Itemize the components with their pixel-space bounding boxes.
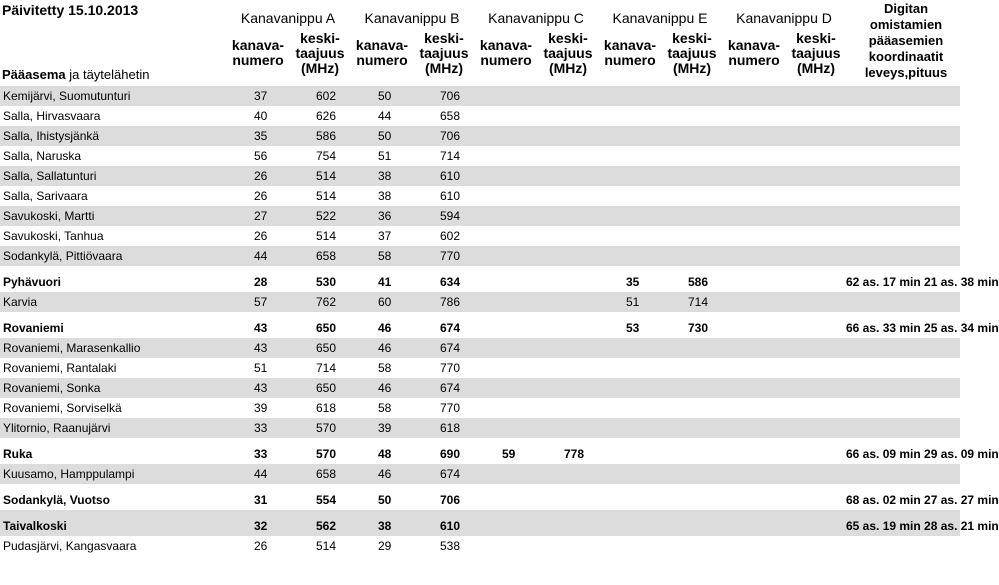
freq-e — [660, 438, 722, 464]
freq-c — [536, 536, 598, 556]
freq-c — [536, 186, 598, 206]
channel-a: 32 — [226, 510, 288, 536]
station-name: Pudasjärvi, Kangasvaara — [3, 539, 137, 553]
freq-e — [660, 126, 722, 146]
table-row — [0, 338, 960, 358]
freq-c — [536, 226, 598, 246]
channel-b: 46 — [378, 321, 392, 335]
station-name: Sodankylä, Pittiövaara — [0, 246, 226, 266]
freq-a: 658 — [288, 464, 350, 484]
freq-c — [536, 266, 598, 292]
channel-e: 51 — [598, 292, 660, 312]
channel-b: 50 — [350, 126, 412, 146]
channel-b: 46 — [350, 464, 412, 484]
channel-e — [598, 484, 660, 510]
freq-c — [536, 358, 598, 378]
channel-b: 39 — [350, 418, 412, 438]
coordinates — [846, 86, 960, 106]
freq-c — [536, 246, 598, 266]
channel-b: 50 — [378, 493, 392, 507]
station-name: Rovaniemi — [3, 321, 64, 335]
channel-a: 33 — [254, 447, 268, 461]
freq-b: 786 — [412, 292, 474, 312]
freq-a: 514 — [288, 166, 350, 186]
channel-e — [598, 338, 660, 358]
coordinates — [846, 378, 960, 398]
center-frequency-header-b: keski- taajuus (MHz) — [419, 30, 469, 76]
center-frequency-header-d: keski- taajuus (MHz) — [791, 30, 841, 76]
channel-c — [474, 358, 536, 378]
channel-a: 35 — [226, 126, 288, 146]
channel-number-header-e: kanava- numero — [603, 37, 657, 68]
channel-b: 48 — [378, 447, 392, 461]
channel-e: 53 — [626, 321, 640, 335]
channel-c — [474, 166, 536, 186]
channel-a: 39 — [254, 401, 268, 415]
freq-c — [536, 126, 598, 146]
channel-e — [598, 126, 660, 146]
freq-c — [536, 418, 598, 438]
channel-d-group — [722, 358, 846, 378]
freq-b: 658 — [440, 109, 461, 123]
channel-number-header-a: kanava- numero — [231, 37, 285, 68]
table-row — [0, 226, 960, 246]
channel-c — [474, 226, 536, 246]
freq-b: 602 — [440, 229, 461, 243]
freq-a: 514 — [316, 229, 337, 243]
channel-b: 38 — [350, 166, 412, 186]
freq-e: 586 — [688, 275, 709, 289]
freq-b: 674 — [412, 464, 474, 484]
channel-b: 58 — [350, 246, 412, 266]
channel-b: 38 — [350, 510, 412, 536]
channel-d-group — [722, 86, 846, 106]
channel-a: 26 — [254, 189, 268, 203]
channel-d-group — [722, 106, 846, 126]
channel-c — [474, 86, 536, 106]
coordinates — [846, 226, 960, 246]
channel-c — [474, 378, 536, 398]
station-name: Salla, Ihistysjänkä — [0, 126, 226, 146]
table-row — [0, 438, 960, 464]
station-name: Salla, Sarivaara — [3, 189, 88, 203]
channel-number-header-c: kanava- numero — [479, 37, 533, 68]
freq-e — [660, 418, 722, 438]
freq-c — [536, 338, 598, 358]
freq-c — [536, 464, 598, 484]
channel-b: 46 — [350, 378, 412, 398]
channel-a: 44 — [226, 246, 288, 266]
table-row — [0, 86, 960, 106]
freq-e — [660, 398, 722, 418]
channel-e — [598, 186, 660, 206]
freq-a: 586 — [288, 126, 350, 146]
channel-b: 41 — [378, 275, 392, 289]
freq-a: 570 — [288, 418, 350, 438]
freq-e: 730 — [688, 321, 709, 335]
channel-a: 43 — [226, 378, 288, 398]
channel-a: 27 — [226, 206, 288, 226]
coordinates — [846, 358, 960, 378]
table-row — [0, 378, 960, 398]
channel-number-header-d: kanava- numero — [727, 37, 781, 68]
freq-c — [536, 106, 598, 126]
channel-d-group — [722, 246, 846, 266]
coordinates — [846, 186, 960, 206]
coordinates: 66 as. 33 min 25 as. 34 min — [846, 321, 999, 335]
channel-d-group — [722, 186, 846, 206]
table-row — [0, 166, 960, 186]
freq-e — [660, 484, 722, 510]
center-frequency-header-a: keski- taajuus (MHz) — [295, 30, 345, 76]
channel-c — [474, 536, 536, 556]
channel-a: 26 — [254, 539, 268, 553]
channel-d-group — [722, 206, 846, 226]
channel-c — [474, 484, 536, 510]
table-row — [0, 246, 960, 266]
table-row — [0, 312, 960, 338]
channel-c — [474, 246, 536, 266]
channel-a: 28 — [254, 275, 268, 289]
freq-a: 626 — [316, 109, 337, 123]
channel-a: 43 — [226, 338, 288, 358]
channel-c — [474, 398, 536, 418]
coordinates: 62 as. 17 min 21 as. 38 min — [846, 275, 999, 289]
freq-b: 610 — [440, 189, 461, 203]
freq-b: 674 — [412, 338, 474, 358]
coordinates — [846, 166, 960, 186]
station-column-header: Pääasema ja täytelähetin — [2, 67, 150, 82]
coordinates — [846, 464, 960, 484]
freq-c — [536, 166, 598, 186]
channel-e — [598, 418, 660, 438]
table-row — [0, 186, 960, 206]
channel-b: 38 — [378, 189, 392, 203]
table-row — [0, 292, 960, 312]
channel-e — [598, 86, 660, 106]
group-header-c: Kanavanippu C — [488, 10, 584, 26]
channel-c — [474, 206, 536, 226]
station-name: Ylitornio, Raanujärvi — [0, 418, 226, 438]
coordinates: 68 as. 02 min 27 as. 27 min — [846, 493, 999, 507]
channel-b: 46 — [350, 338, 412, 358]
channel-b: 29 — [378, 539, 392, 553]
channel-b: 60 — [350, 292, 412, 312]
freq-b: 690 — [440, 447, 461, 461]
channel-e: 35 — [626, 275, 640, 289]
table-row — [0, 358, 960, 378]
freq-b: 610 — [412, 166, 474, 186]
station-name: Taivalkoski — [0, 510, 226, 536]
freq-b: 618 — [412, 418, 474, 438]
freq-c — [536, 510, 598, 536]
channel-d-group — [722, 146, 846, 166]
channel-d-group — [722, 464, 846, 484]
freq-c: 778 — [564, 447, 585, 461]
channel-e — [598, 206, 660, 226]
channel-a: 57 — [226, 292, 288, 312]
coordinates: 66 as. 09 min 29 as. 09 min — [846, 447, 999, 461]
channel-c — [474, 126, 536, 146]
freq-c — [536, 378, 598, 398]
station-name: Salla, Sallatunturi — [0, 166, 226, 186]
channel-d-group — [722, 510, 846, 536]
channel-b: 36 — [350, 206, 412, 226]
freq-b: 674 — [440, 321, 461, 335]
channel-a: 56 — [254, 149, 268, 163]
freq-e — [660, 166, 722, 186]
channel-a: 26 — [226, 166, 288, 186]
channel-c — [474, 510, 536, 536]
freq-a: 714 — [316, 361, 337, 375]
freq-a: 762 — [288, 292, 350, 312]
station-name: Rovaniemi, Sonka — [0, 378, 226, 398]
channel-e — [598, 438, 660, 464]
freq-c — [536, 484, 598, 510]
channel-c — [474, 186, 536, 206]
center-frequency-header-e: keski- taajuus (MHz) — [667, 30, 717, 76]
channel-d-group — [722, 292, 846, 312]
freq-c — [536, 312, 598, 338]
freq-a: 754 — [316, 149, 337, 163]
updated-title: Päivitetty 15.10.2013 — [2, 2, 139, 18]
channel-a: 33 — [226, 418, 288, 438]
freq-e — [660, 146, 722, 166]
channel-d-group — [722, 418, 846, 438]
table-row — [0, 398, 960, 418]
freq-a: 650 — [288, 378, 350, 398]
freq-e — [660, 226, 722, 246]
channel-e — [598, 536, 660, 556]
station-name: Savukoski, Tanhua — [3, 229, 104, 243]
station-name: Rovaniemi, Sorviselkä — [3, 401, 122, 415]
freq-a: 570 — [316, 447, 337, 461]
freq-a: 602 — [288, 86, 350, 106]
transmitter-table — [0, 86, 999, 556]
center-frequency-header-c: keski- taajuus (MHz) — [543, 30, 593, 76]
channel-e — [598, 378, 660, 398]
channel-c — [474, 418, 536, 438]
channel-d-group — [722, 398, 846, 418]
freq-a: 618 — [316, 401, 337, 415]
station-name: Salla, Naruska — [3, 149, 82, 163]
station-name: Kemijärvi, Suomutunturi — [0, 86, 226, 106]
channel-a: 31 — [254, 493, 268, 507]
channel-c: 59 — [502, 447, 516, 461]
freq-a: 514 — [316, 189, 337, 203]
channel-e — [598, 226, 660, 246]
table-row — [0, 536, 960, 556]
channel-a: 37 — [226, 86, 288, 106]
channel-e — [598, 464, 660, 484]
channel-c — [474, 106, 536, 126]
freq-e — [660, 338, 722, 358]
channel-d-group — [722, 312, 846, 338]
coordinates — [846, 246, 960, 266]
coordinates — [846, 146, 960, 166]
freq-a: 514 — [316, 539, 337, 553]
channel-b: 58 — [378, 361, 392, 375]
freq-c — [536, 292, 598, 312]
table-row — [0, 106, 960, 126]
channel-b: 50 — [350, 86, 412, 106]
channel-e — [598, 358, 660, 378]
freq-a: 530 — [316, 275, 337, 289]
freq-e — [660, 510, 722, 536]
channel-e — [598, 398, 660, 418]
freq-b: 594 — [412, 206, 474, 226]
channel-d-group — [722, 338, 846, 358]
table-row — [0, 510, 960, 536]
channel-e — [598, 146, 660, 166]
freq-e — [660, 536, 722, 556]
freq-e — [660, 378, 722, 398]
coordinates — [846, 398, 960, 418]
table-row — [0, 484, 960, 510]
freq-b: 770 — [440, 401, 461, 415]
channel-c — [474, 146, 536, 166]
coordinates-header: Digitan omistamien pääasemien koordinaatit leveys,pituus — [864, 1, 948, 80]
channel-a: 40 — [254, 109, 268, 123]
channel-e — [598, 106, 660, 126]
coordinates — [846, 418, 960, 438]
channel-d-group — [722, 536, 846, 556]
freq-b: 770 — [412, 246, 474, 266]
freq-a: 522 — [288, 206, 350, 226]
table-row — [0, 126, 960, 146]
channel-e — [598, 246, 660, 266]
freq-b: 538 — [440, 539, 461, 553]
channel-d-group — [722, 484, 846, 510]
coordinates — [846, 206, 960, 226]
station-name: Rovaniemi, Marasenkallio — [0, 338, 226, 358]
freq-a: 554 — [316, 493, 337, 507]
freq-e — [660, 246, 722, 266]
freq-b: 706 — [412, 86, 474, 106]
freq-b: 610 — [412, 510, 474, 536]
station-name: Salla, Hirvasvaara — [3, 109, 101, 123]
freq-e — [660, 106, 722, 126]
coordinates: 65 as. 19 min 28 as. 21 min — [846, 510, 960, 536]
channel-c — [474, 464, 536, 484]
freq-a: 650 — [316, 321, 337, 335]
channel-b: 37 — [378, 229, 392, 243]
station-name: Kuusamo, Hamppulampi — [0, 464, 226, 484]
freq-b: 714 — [440, 149, 461, 163]
table-row — [0, 464, 960, 484]
freq-c — [536, 146, 598, 166]
channel-e — [598, 166, 660, 186]
group-header-e: Kanavanippu E — [612, 10, 708, 26]
channel-b: 44 — [378, 109, 392, 123]
station-name: Karvia — [0, 292, 226, 312]
channel-b: 58 — [378, 401, 392, 415]
station-name: Ruka — [3, 447, 33, 461]
freq-a: 658 — [288, 246, 350, 266]
coordinates — [846, 338, 960, 358]
group-header-b: Kanavanippu B — [364, 10, 460, 26]
channel-a: 51 — [254, 361, 268, 375]
freq-c — [536, 398, 598, 418]
channel-a: 43 — [254, 321, 268, 335]
coordinates — [846, 536, 960, 556]
freq-b: 770 — [440, 361, 461, 375]
table-row — [0, 418, 960, 438]
freq-b: 706 — [440, 493, 461, 507]
channel-a: 26 — [254, 229, 268, 243]
freq-c — [536, 206, 598, 226]
channel-c — [474, 266, 536, 292]
freq-e — [660, 86, 722, 106]
channel-d-group — [722, 126, 846, 146]
channel-number-header-b: kanava- numero — [355, 37, 409, 68]
freq-e — [660, 358, 722, 378]
channel-c — [474, 312, 536, 338]
station-name: Rovaniemi, Rantalaki — [3, 361, 117, 375]
channel-d-group — [722, 378, 846, 398]
table-row — [0, 266, 960, 292]
group-header-d: Kanavanippu D — [736, 10, 832, 26]
freq-e — [660, 206, 722, 226]
freq-a: 562 — [288, 510, 350, 536]
coordinates — [846, 292, 960, 312]
freq-e — [660, 186, 722, 206]
freq-a: 650 — [288, 338, 350, 358]
freq-b: 634 — [440, 275, 461, 289]
channel-d-group — [722, 438, 846, 464]
coordinates — [846, 106, 960, 126]
table-row — [0, 206, 960, 226]
freq-e: 714 — [660, 292, 722, 312]
freq-b: 674 — [412, 378, 474, 398]
channel-b: 51 — [378, 149, 392, 163]
channel-a: 44 — [226, 464, 288, 484]
channel-e — [598, 510, 660, 536]
channel-d-group — [722, 266, 846, 292]
station-name: Pyhävuori — [3, 275, 62, 289]
channel-c — [474, 338, 536, 358]
channel-c — [474, 292, 536, 312]
freq-e — [660, 464, 722, 484]
freq-c — [536, 86, 598, 106]
coordinates — [846, 126, 960, 146]
freq-b: 706 — [412, 126, 474, 146]
table-row — [0, 146, 960, 166]
station-name: Savukoski, Martti — [0, 206, 226, 226]
channel-d-group — [722, 226, 846, 246]
channel-d-group — [722, 166, 846, 186]
group-header-a: Kanavanippu A — [240, 10, 336, 26]
station-name: Sodankylä, Vuotso — [3, 493, 110, 507]
